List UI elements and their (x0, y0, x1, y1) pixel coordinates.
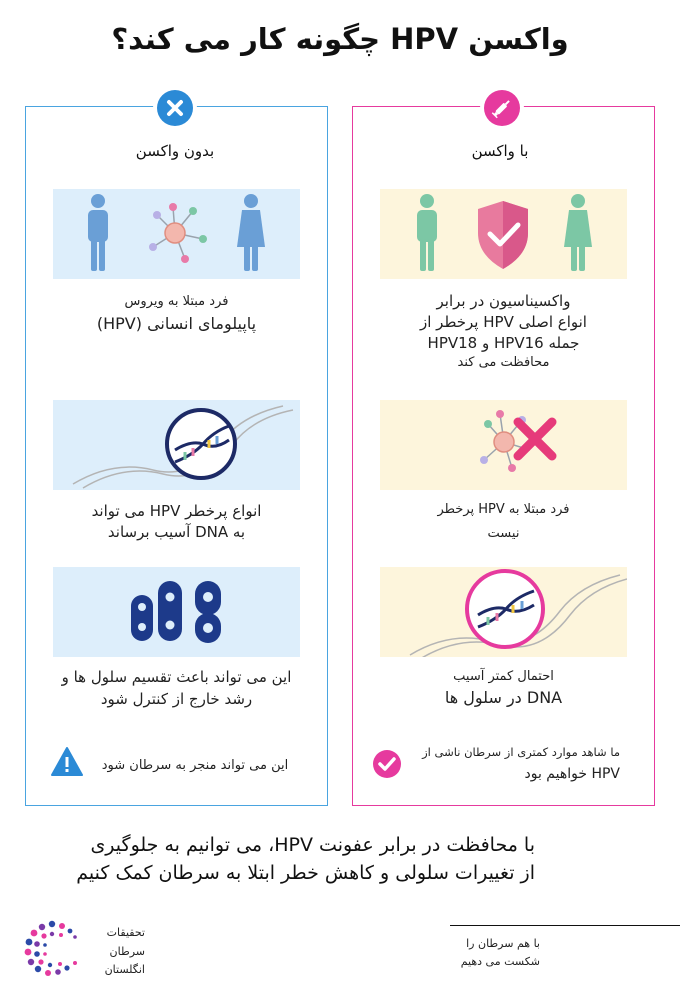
protected-dna-caption-line2: DNA در سلول ها (444, 688, 563, 707)
slogan-line2: شکست می دهیم (460, 954, 540, 968)
warning-icon (50, 746, 84, 778)
infected-caption-line1: فرد مبتلا به ویروس (124, 294, 229, 309)
logo-text (75, 924, 145, 980)
logo-text-line2: سرطان انگلستان (104, 944, 145, 977)
dna-caption-line1: انواع پرخطر HPV می تواند (91, 502, 262, 520)
protected-people-shield-icon (380, 189, 627, 279)
slogan-line1: با هم سرطان را (466, 937, 540, 950)
cells-caption-line1: این می تواند باعث تقسیم سلول ها و (61, 668, 292, 686)
dna-damage-icon (53, 400, 300, 490)
infected-people-virus-icon (53, 189, 300, 279)
protected-dna-caption-line1: احتمال کمتر آسیب (453, 669, 554, 684)
vaccination-caption-line1: واکسیناسیون در برابر (436, 292, 571, 310)
with-vaccine-badge (480, 86, 524, 130)
slogan-divider (450, 925, 680, 926)
protected-dna-tile (380, 567, 627, 657)
vaccination-tile (380, 189, 627, 279)
logo-text-line1: تحقیقات (106, 926, 145, 939)
not-infected-caption-line1: فرد مبتلا به HPV پرخطر (437, 502, 570, 517)
check-text-line2: HPV خواهیم بود (524, 766, 620, 782)
dna-caption-line2: به DNA آسیب برساند (107, 523, 246, 541)
vaccination-caption-line4: محافظت می کند (457, 355, 550, 370)
syringe-icon (484, 90, 520, 126)
without-vaccine-heading: بدون واکسن (135, 142, 215, 160)
check-circle-icon (372, 749, 402, 779)
vaccination-caption-line2: انواع اصلی HPV پرخطر از (420, 313, 587, 331)
slogan (430, 935, 540, 970)
with-vaccine-heading: با واکسن (471, 142, 529, 160)
bottom-message (25, 832, 535, 887)
infected-caption-line2: پاپیلومای انسانی (HPV) (96, 314, 257, 333)
page-title: واکسن HPV چگونه کار می کند؟ (111, 22, 569, 56)
dna-damage-tile (53, 400, 300, 490)
bottom-message-line2: از تغییرات سلولی و کاهش خطر ابتلا به سرطان کمک کنیم (76, 861, 535, 884)
cancer-research-uk-logo (22, 918, 82, 978)
dividing-cells-icon (53, 567, 300, 657)
bottom-message-line1: با محافظت در برابر عفونت HPV، می توانیم به جلوگیری (90, 834, 535, 856)
not-infected-tile (380, 400, 627, 490)
cell-division-tile (53, 567, 300, 657)
not-infected-caption-line2: نیست (487, 526, 520, 541)
cells-caption-line2: رشد خارج از کنترل شود (100, 690, 253, 708)
protected-dna-icon (380, 567, 627, 657)
vaccination-caption-line3: جمله HPV16 و HPV18 (427, 334, 580, 352)
check-text-line1: ما شاهد موارد کمتری از سرطان ناشی از (422, 745, 620, 759)
without-vaccine-badge (153, 86, 197, 130)
infected-tile (53, 189, 300, 279)
warning-text: این می تواند منجر به سرطان شود (101, 758, 289, 773)
close-icon (157, 90, 193, 126)
virus-blocked-icon (380, 400, 627, 490)
